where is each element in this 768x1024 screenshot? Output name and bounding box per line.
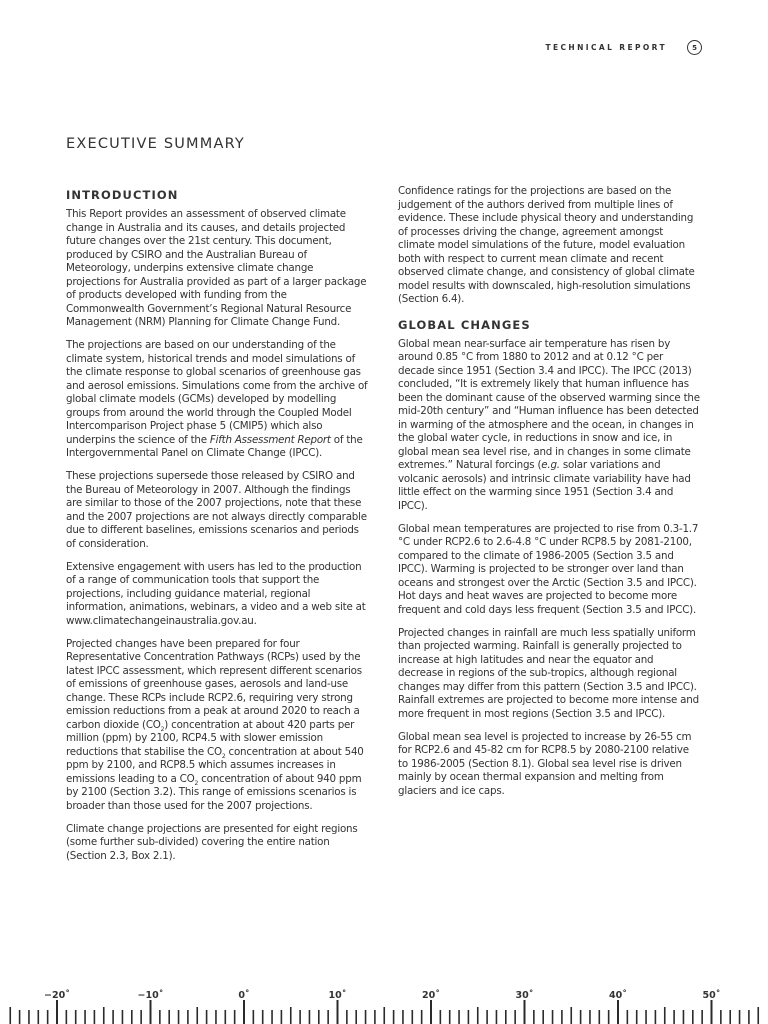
scale-label: 50˚ xyxy=(702,990,721,1001)
executive-summary-title: EXECUTIVE SUMMARY xyxy=(66,136,245,152)
scale-label: 20˚ xyxy=(422,990,440,1001)
introduction-heading: INTRODUCTION xyxy=(66,188,179,202)
global-paragraph-4: Global mean sea level is projected to increase by 26-55 cm for RCP2.6 and 45-82 cm for RCP8.5 by 2080-2100 relative to 1986-2005 (Section 8.1). Global sea level rise is driven mainly by ocean thermal expansion and melting from glaciers and ice caps. xyxy=(398,730,692,797)
page-header xyxy=(545,40,702,55)
intro-paragraph-4: Extensive engagement with users has led to the production of a range of communication tools that support the projections, including guidance material, regional information, animations, webinars, a video and a web site at www.climatechangeinaustralia.gov.au. xyxy=(66,560,366,627)
scale-label: 0˚ xyxy=(238,990,250,1001)
report-title: TECHNICAL REPORT xyxy=(545,43,667,52)
global-paragraph-3: Projected changes in rainfall are much less spatially uniform than projected warming. Rainfall is generally projected to increase at high latitudes and near the equator and decrease in regions of the sub-tropics, although regional changes may differ from this pattern (Section 3.5 and IPCC). Rainfall extremes are projected to become more intense and more frequent in most regions (Section 3.5 and IPCC). xyxy=(398,626,699,720)
intro-paragraph-5: Projected changes have been prepared for four Representative Concentration Pathways (RCPs) used by the latest IPCC assessment, which represent different scenarios of emissions of greenhouse gases, aerosols and land-use change. These RCPs include RCP2.6, requiring very strong emission reductions from a peak at around 2020 to reach a carbon dioxide $(CO_2)$ concentration at about 420 parts per million (ppm) by 2100, RCP4.5 with slower emission reductions that stabilise the $CO_2$ concentration at about 540 ppm by 2100, and RCP8.5 which assumes increases in emissions leading to a $CO_2$ concentration of about 940 ppm by 2100 (Section 3.2). This range of emissions scenarios is broader than those used for the 2007 projections. xyxy=(66,637,364,812)
scale-label: 40˚ xyxy=(609,990,627,1001)
intro-paragraph-2: The projections are based on our understanding of the climate system, historical trends and model simulations of the climate response to global scenarios of greenhouse gas and aerosol emissions. Simulations come from the archive of global climate models (GCMs) developed by modelling groups from around the world through the Coupled Model Intercomparison Project phase 5 (CMIP5) which also underpins the science of the Fifth Assessment Report of the Intergovernmental Panel on Climate Change (IPCC). xyxy=(66,339,368,459)
temperature-scale xyxy=(0,986,768,1024)
intro-paragraph-6: Climate change projections are presented for eight regions (some further sub-divided) covering the entire nation (Section 2.3, Box 2.1). xyxy=(66,822,358,862)
scale-label: 10˚ xyxy=(328,990,347,1001)
scale-label: −20˚ xyxy=(44,990,70,1001)
left-column xyxy=(66,185,368,873)
global-paragraph-2: Global mean temperatures are projected to rise from 0.3-1.7 °C under RCP2.6 to 2.6-4.8 °C under RCP8.5 by 2081-2100, compared to the climate of 1986-2005 (Section 3.5 and IPCC). Warming is projected to be stronger over land than oceans and strongest over the Arctic (Section 3.5 and IPCC). Hot days and heat waves are projected to become more frequent and cold days less frequent (Section 3.5 and IPCC). xyxy=(398,522,699,616)
global-paragraph-1: Global mean near-surface air temperature has risen by around 0.85 °C from 1880 to 2012 and at 0.12 °C per decade since 1951 (Section 3.4 and IPCC). The IPCC (2013) concluded, “It is extremely likely that human influence has been the dominant cause of the observed warming since the mid-20th century” and “Human influence has been detected in warming of the atmosphere and the ocean, in changes in the global water cycle, in reductions in snow and ice, in global mean sea level rise, and in changes in some climate extremes.” Natural forcings (e.g. solar variations and volcanic aerosols) and intrinsic climate variability have had little effect on the warming since 1951 (Section 3.4 and IPCC). xyxy=(398,337,700,512)
right-column xyxy=(398,185,700,808)
intro-paragraph-1: This Report provides an assessment of observed climate change in Australia and its causes, and details projected future changes over the 21st century. This document, produced by CSIRO and the Australian Bureau of Meteorology, underpins extensive climate change projections for Australia provided as part of a larger package of products developed with funding from the Commonwealth Government’s Regional Natural Resource Management (NRM) Planning for Climate Change Fund. xyxy=(66,208,367,328)
page-number: 5 xyxy=(687,40,702,55)
global-changes-heading: GLOBAL CHANGES xyxy=(398,317,531,332)
intro-paragraph-3: These projections supersede those released by CSIRO and the Bureau of Meteorology in 2007. Although the findings are similar to those of the 2007 projections, note that these and the 2007 projections are not always directly comparable due to different baselines, emissions scenarios and periods of consideration. xyxy=(66,470,367,550)
confidence-paragraph: Confidence ratings for the projections are based on the judgement of the authors derived from multiple lines of evidence. These include physical theory and understanding of processes driving the change, agreement amongst climate model simulations of the future, model evaluation both with respect to current mean climate and recent observed climate change, and consistency of global climate model results with downscaled, high-resolution simulations (Section 6.4). xyxy=(398,185,695,305)
scale-label: −10˚ xyxy=(137,990,164,1001)
scale-label: 30˚ xyxy=(515,990,534,1001)
